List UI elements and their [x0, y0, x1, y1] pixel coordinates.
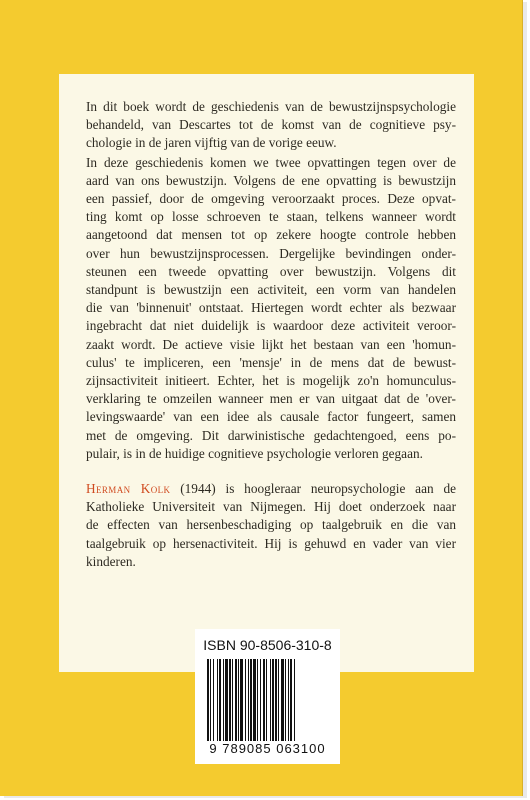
blurb-line: In dit boek wordt de geschiedenis van de bewustzijnspsychologie — [86, 99, 456, 114]
isbn-barcode-label — [195, 629, 340, 764]
blurb-text — [86, 98, 456, 571]
blurb-paragraph-1 — [86, 98, 456, 153]
blurb-line: levingswaarde' van een idee als causale factor fungeert, samen — [86, 409, 456, 425]
blurb-line: chologie in de jaren vijftig van de vorige eeuw. — [86, 135, 337, 151]
blurb-line: standpunt is bewustzijn een activiteit, een vorm van handelen — [86, 282, 456, 298]
blurb-line: aard van ons bewustzijn. Volgens de ene opvatting is bewustzijn — [86, 172, 456, 188]
author-name: Herman Kolk — [86, 481, 171, 497]
isbn-number: ISBN 90-8506-310-8 — [203, 637, 332, 653]
blurb-line: zaakt wordt. De actieve visie lijkt het bestaan van een 'homun- — [86, 336, 456, 352]
bio-line: taalgebruik op hersenactiviteit. Hij is gehuwd en vader van vier — [86, 535, 456, 551]
blurb-line: pulair, is in de huidige cognitieve psychologie verloren gegaan. — [86, 445, 423, 461]
barcode-digits: 9 789085 063100 — [209, 741, 326, 756]
bio-line: Katholieke Universiteit van Nijmegen. Hij doet onderzoek naar — [86, 499, 456, 515]
bio-first-line: (1944) is hoogleraar neuropsychologie aan de — [170, 481, 456, 497]
blurb-line: aangetoond dat mensen tot op zekere hoogte controle hebben — [86, 227, 456, 243]
author-bio — [86, 480, 456, 571]
bio-line — [86, 480, 456, 498]
blurb-line: ingebracht dat niet duidelijk is waardoor deze activiteit veroor- — [86, 318, 456, 334]
blurb-line: In deze geschiedenis komen we twee opvattingen tegen over de — [86, 154, 456, 170]
bio-line: kinderen. — [86, 553, 136, 569]
barcode-icon — [207, 659, 328, 741]
blurb-line: steunen een tweede opvatting over bewustzijn. Volgens dit — [86, 263, 456, 279]
blurb-paragraph-2 — [86, 154, 456, 463]
blurb-line: verklaring te omzeilen wanneer men er van uitgaat dat de 'over- — [86, 391, 456, 407]
blurb-line: ting komt op losse schroeven te staan, telkens wanneer wordt — [86, 209, 456, 225]
blurb-line: met de omgeving. Dit darwinistische gedachtengoed, eens po- — [86, 427, 456, 443]
blurb-line: behandeld, van Descartes tot de komst van de cognitieve psy- — [86, 117, 456, 133]
blurb-line: een passief, door de omgeving veroorzaakt proces. Deze opvat- — [86, 191, 456, 207]
blurb-line: culus' te impliceren, een 'mensje' in de mens dat de bewust- — [86, 354, 456, 370]
blurb-line: die van 'binnenuit' ontstaat. Hiertegen wordt echter als bezwaar — [86, 300, 456, 316]
blurb-line: zijnsactiviteit initieert. Echter, het is mogelijk zo'n homunculus- — [86, 373, 456, 389]
bio-line: de effecten van hersenbeschadiging op taalgebruik en die van — [86, 517, 456, 533]
blurb-line: over hun bewustzijnsprocessen. Dergelijke bevindingen onder- — [86, 245, 456, 261]
